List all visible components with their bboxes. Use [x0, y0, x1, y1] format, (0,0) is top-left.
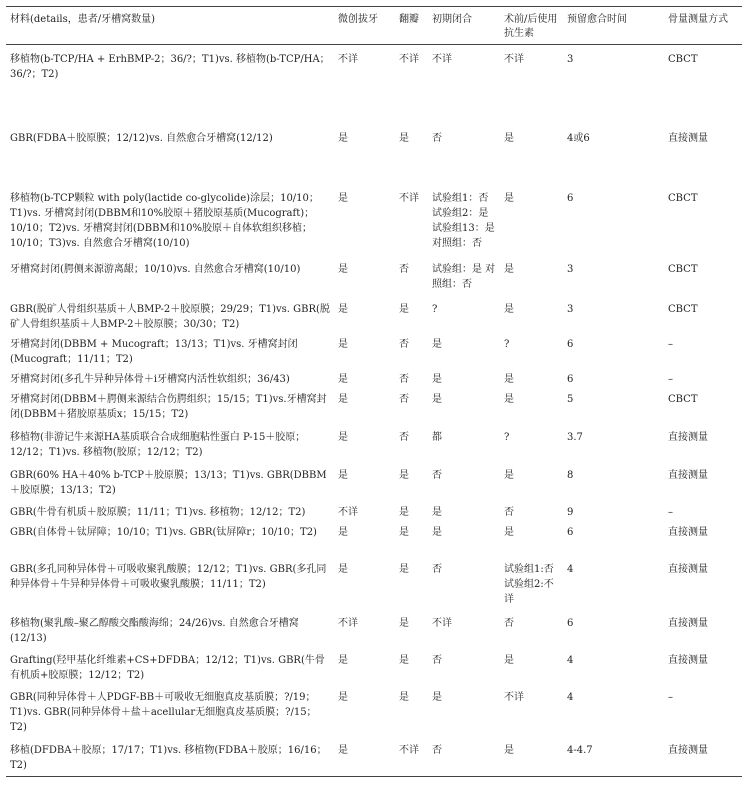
cell-measurement: 直接测量	[668, 745, 708, 756]
header-rule	[6, 44, 742, 45]
cell-healing-time: 6	[567, 527, 574, 538]
cell-antibiotics: 是	[504, 527, 514, 538]
cell-measurement: –	[668, 374, 673, 385]
header-measurement: 骨量测量方式	[668, 14, 728, 25]
cell-flap: 是	[399, 564, 409, 575]
header-minimally-invasive: 微创拔牙	[338, 14, 378, 25]
cell-minimally-invasive: 是	[338, 264, 348, 275]
cell-primary-closure: 试验组1：否 试验组2：是 试验组13：是 对照组：否	[432, 193, 495, 249]
cell-flap: 是	[399, 692, 409, 703]
bottom-rule	[6, 776, 742, 777]
cell-primary-closure: 否	[432, 470, 442, 481]
cell-flap: 是	[399, 133, 409, 144]
cell-material: 牙槽窝封闭(多孔牛异种异体骨＋i牙槽窝内活性软组织；36/43)	[10, 374, 290, 385]
cell-antibiotics: 是	[504, 655, 514, 666]
header-flap: 翻瓣	[399, 14, 419, 25]
cell-healing-time: 4	[567, 692, 574, 703]
cell-measurement: 直接测量	[668, 470, 708, 481]
cell-material: 移植(DFDBA＋胶原；17/17；T1)vs. 移植物(FDBA＋胶原；16/16；T2)	[10, 745, 327, 771]
cell-antibiotics: 不详	[504, 692, 524, 703]
cell-minimally-invasive: 是	[338, 133, 348, 144]
cell-material: GBR(多孔同种异体骨＋可吸收聚乳酸膜；12/12；T1)vs. GBR(多孔同种异体骨＋牛异种异体骨＋可吸收聚乳酸膜；11/11；T2)	[10, 564, 327, 590]
cell-healing-time: 6	[567, 193, 574, 204]
cell-antibiotics: ?	[504, 339, 510, 350]
cell-minimally-invasive: 是	[338, 432, 348, 443]
cell-flap: 是	[399, 655, 409, 666]
cell-minimally-invasive: 是	[338, 339, 348, 350]
cell-measurement: CBCT	[668, 394, 698, 405]
header-material: 材料(details，患者/牙槽窝数量)	[10, 14, 155, 25]
cell-healing-time: 9	[567, 507, 574, 518]
cell-flap: 是	[399, 304, 409, 315]
cell-minimally-invasive: 是	[338, 470, 348, 481]
cell-antibiotics: 是	[504, 264, 514, 275]
cell-antibiotics: 不详	[504, 54, 524, 65]
cell-antibiotics: 是	[504, 374, 514, 385]
cell-minimally-invasive: 是	[338, 394, 348, 405]
cell-measurement: CBCT	[668, 264, 698, 275]
cell-antibiotics: 是	[504, 745, 514, 756]
cell-measurement: CBCT	[668, 304, 698, 315]
cell-minimally-invasive: 是	[338, 374, 348, 385]
cell-material: 牙槽窝封闭(DBBM + Mucograft；13/13；T1)vs. 牙槽窝封闭(Mucograft；11/11；T2)	[10, 339, 298, 365]
cell-primary-closure: 试验组：是 对照组：否	[432, 264, 496, 290]
cell-primary-closure: 否	[432, 133, 442, 144]
cell-minimally-invasive: 是	[338, 193, 348, 204]
cell-antibiotics: 试验组1:否 试验组2:不详	[504, 564, 554, 605]
cell-healing-time: 3	[567, 264, 574, 275]
cell-material: Grafting(羟甲基化纤维素+CS+DFDBA；12/12；T1)vs. GBR(牛骨有机质+胶原膜；12/12；T2)	[10, 655, 325, 681]
cell-primary-closure: 不详	[432, 54, 452, 65]
cell-primary-closure: 否	[432, 745, 442, 756]
cell-flap: 否	[399, 374, 409, 385]
cell-material: 移植物(b-TCP/HA + ErhBMP-2；36/?；T1)vs. 移植物(b-TCP/HA；36/?；T2)	[10, 54, 330, 80]
cell-flap: 不详	[399, 54, 419, 65]
cell-healing-time: 5	[567, 394, 574, 405]
cell-healing-time: 3	[567, 54, 574, 65]
cell-flap: 是	[399, 470, 409, 481]
cell-flap: 否	[399, 264, 409, 275]
cell-material: GBR(脱矿人骨组织基质＋人BMP-2＋胶原膜；29/29；T1)vs. GBR(脱矿人骨组织基质＋人BMP-2＋胶原膜；30/30；T2)	[10, 304, 330, 330]
cell-healing-time: 3.7	[567, 432, 583, 443]
cell-antibiotics: 是	[504, 193, 514, 204]
cell-antibiotics: 是	[504, 304, 514, 315]
cell-material: 移植物(b-TCP颗粒 with poly(lactide co-glycolide)涂层；10/10；T1)vs. 牙槽窝封闭(DBBM和10%胶原＋猪胶原基质(Mucograft)；10/10；T2)vs. 牙槽窝封闭(DBBM和10%胶原＋自体软组织移植；10/10；T3)vs. 自然愈合牙槽窝(10/10)	[10, 193, 319, 249]
cell-measurement: CBCT	[668, 54, 698, 65]
cell-flap: 是	[399, 507, 409, 518]
cell-primary-closure: ?	[432, 304, 438, 315]
header-antibiotics: 术前/后使用抗生素	[504, 14, 558, 39]
cell-healing-time: 3	[567, 304, 574, 315]
cell-material: GBR(同种异体骨＋人PDGF-BB＋可吸收无细胞真皮基质膜；?/19；T1)vs. GBR(同种异体骨＋盐＋acellular无细胞真皮基质膜；?/15；T2)	[10, 692, 317, 733]
cell-measurement: 直接测量	[668, 655, 708, 666]
cell-measurement: –	[668, 692, 673, 703]
cell-material: GBR(牛骨有机质＋胶原膜；11/11；T1)vs. 移植物；12/12；T2)	[10, 507, 306, 518]
cell-measurement: 直接测量	[668, 432, 708, 443]
cell-healing-time: 6	[567, 618, 574, 629]
cell-flap: 不详	[399, 193, 419, 204]
cell-healing-time: 6	[567, 374, 574, 385]
cell-healing-time: 8	[567, 470, 574, 481]
cell-healing-time: 4	[567, 564, 574, 575]
cell-minimally-invasive: 是	[338, 692, 348, 703]
cell-minimally-invasive: 是	[338, 745, 348, 756]
cell-measurement: –	[668, 339, 673, 350]
cell-material: GBR(60% HA＋40% b-TCP＋胶原膜；13/13；T1)vs. GBR(DBBM＋胶原膜；13/13；T2)	[10, 470, 327, 496]
cell-primary-closure: 是	[432, 692, 442, 703]
cell-primary-closure: 都	[432, 432, 442, 443]
header-primary-closure: 初期闭合	[432, 14, 472, 25]
cell-primary-closure: 是	[432, 374, 442, 385]
cell-minimally-invasive: 不详	[338, 507, 358, 518]
cell-flap: 否	[399, 432, 409, 443]
header-healing-time: 预留愈合时间	[567, 14, 627, 25]
cell-measurement: 直接测量	[668, 527, 708, 538]
cell-minimally-invasive: 不详	[338, 618, 358, 629]
cell-material: 移植物(聚乳酸–聚乙醇酸交酯酸海绵；24/26)vs. 自然愈合牙槽窝(12/13)	[10, 618, 299, 644]
cell-flap: 否	[399, 394, 409, 405]
cell-antibiotics: 是	[504, 470, 514, 481]
cell-measurement: 直接测量	[668, 133, 708, 144]
cell-material: 牙槽窝封闭(腭侧来源游离龈；10/10)vs. 自然愈合牙槽窝(10/10)	[10, 264, 301, 275]
cell-flap: 是	[399, 527, 409, 538]
cell-measurement: 直接测量	[668, 564, 708, 575]
cell-flap: 不详	[399, 745, 419, 756]
cell-material: 牙槽窝封闭(DBBM＋腭侧来源结合伤腭组织；15/15；T1)vs.牙槽窝封闭(DBBM＋猪胶原基质x；15/15；T2)	[10, 394, 327, 420]
cell-minimally-invasive: 是	[338, 304, 348, 315]
cell-minimally-invasive: 是	[338, 655, 348, 666]
cell-healing-time: 6	[567, 339, 574, 350]
cell-primary-closure: 是	[432, 339, 442, 350]
cell-flap: 否	[399, 339, 409, 350]
cell-minimally-invasive: 不详	[338, 54, 358, 65]
cell-primary-closure: 否	[432, 564, 442, 575]
cell-primary-closure: 是	[432, 394, 442, 405]
cell-antibiotics: 否	[504, 507, 514, 518]
cell-healing-time: 4-4.7	[567, 745, 593, 756]
cell-healing-time: 4或6	[567, 133, 590, 144]
cell-antibiotics: ?	[504, 432, 510, 443]
cell-measurement: CBCT	[668, 193, 698, 204]
cell-measurement: –	[668, 507, 673, 518]
cell-healing-time: 4	[567, 655, 574, 666]
cell-measurement: 直接测量	[668, 618, 708, 629]
cell-primary-closure: 否	[432, 655, 442, 666]
cell-minimally-invasive: 是	[338, 564, 348, 575]
cell-primary-closure: 是	[432, 527, 442, 538]
cell-antibiotics: 否	[504, 618, 514, 629]
top-rule	[6, 6, 742, 7]
cell-primary-closure: 不详	[432, 618, 452, 629]
cell-antibiotics: 是	[504, 394, 514, 405]
cell-primary-closure: 是	[432, 507, 442, 518]
cell-material: GBR(自体骨＋钛屏障；10/10；T1)vs. GBR(钛屏障r；10/10；T2)	[10, 527, 317, 538]
cell-minimally-invasive: 是	[338, 527, 348, 538]
cell-material: GBR(FDBA＋胶原膜；12/12)vs. 自然愈合牙槽窝(12/12)	[10, 133, 273, 144]
cell-flap: 是	[399, 618, 409, 629]
cell-antibiotics: 是	[504, 133, 514, 144]
cell-material: 移植物(非游记牛来源HA基质联合合成细胞粘性蛋白 P-15＋胶原；12/12；T1)vs. 移植物(胶原；12/12；T2)	[10, 432, 306, 458]
